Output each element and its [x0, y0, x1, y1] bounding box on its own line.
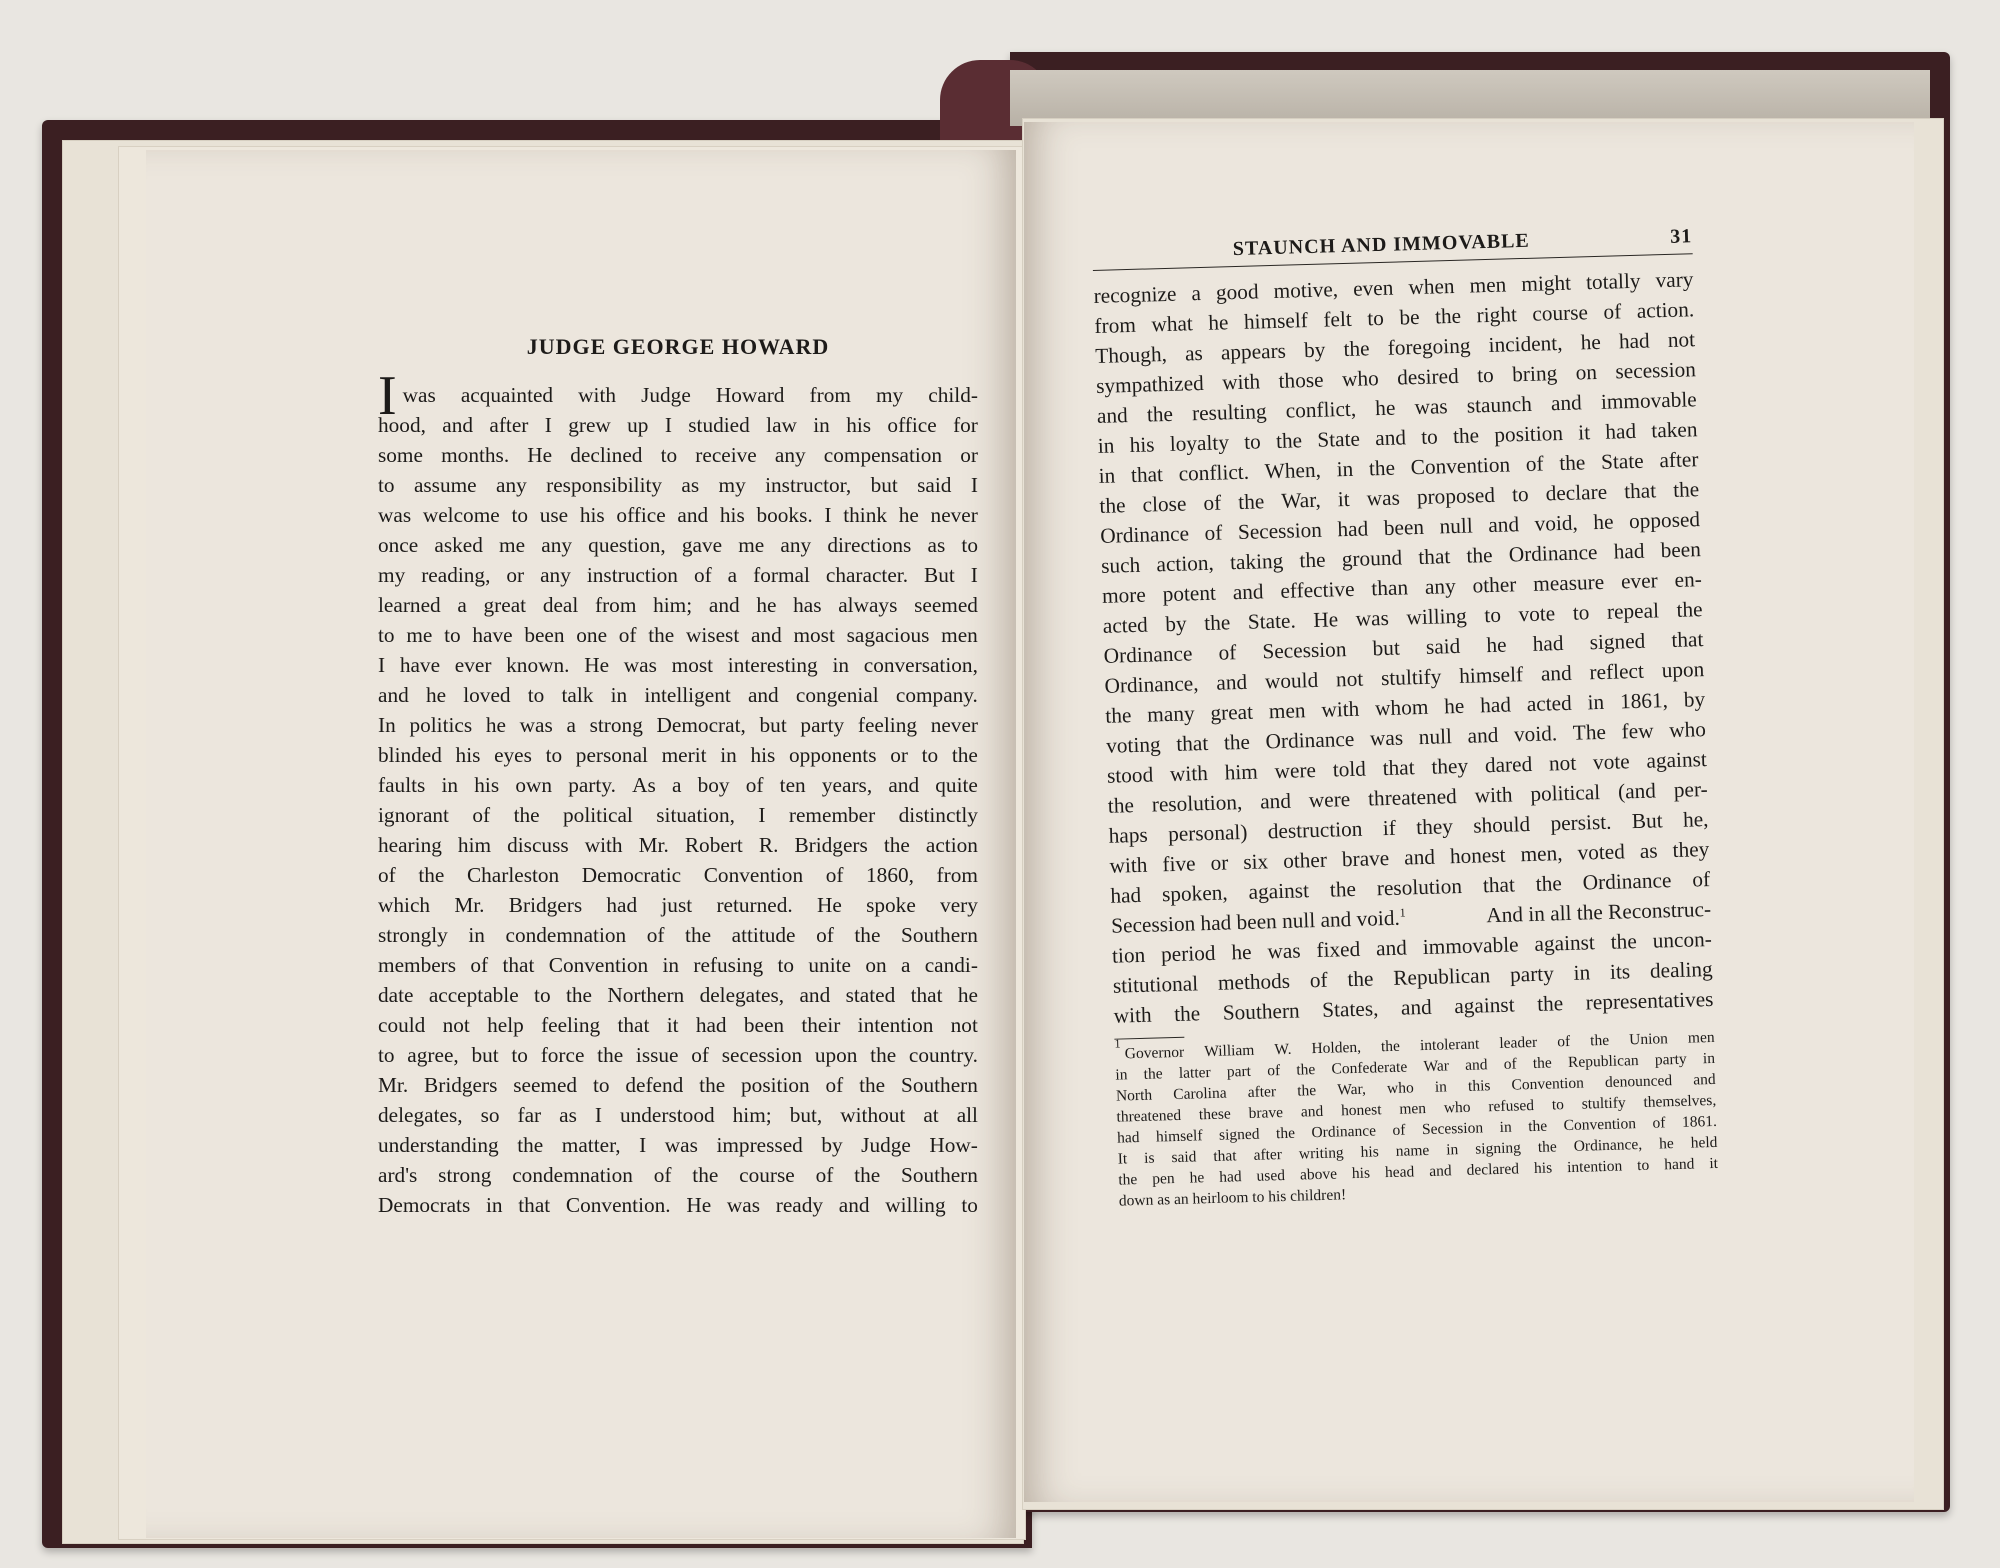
- footnote-line: in the latter part of the Confederate War and of the Republican party in: [1115, 1049, 1716, 1084]
- text-line: blinded his eyes to personal merit in his opponents or to the: [378, 743, 978, 767]
- text-line-part: Secession had been null and void.$^1$: [1110, 905, 1406, 938]
- text-line: stitutional methods of the Republican party in its dealing: [1112, 956, 1713, 998]
- footnote-line: had himself signed the Ordinance of Secession in the Convention of 1861.: [1116, 1112, 1718, 1147]
- footnote-marker: 1: [1114, 1036, 1121, 1051]
- drop-cap: I: [378, 365, 397, 427]
- text-line: Ordinance of Secession but said he had signed that: [1103, 627, 1704, 668]
- right-page-content: [1092, 221, 1719, 1211]
- text-line: ignorant of the political situation, I remember distinctly: [378, 803, 978, 827]
- text-line: could not help feeling that it had been their intention not: [378, 1013, 978, 1037]
- text-line: from what he himself felt to be the right course of action.: [1094, 297, 1695, 338]
- text-line: of the Charleston Democratic Convention of 1860, from: [378, 863, 978, 887]
- footnote-line: down as an heirloom to his children!: [1118, 1186, 1347, 1210]
- text-line: with the Southern States, and against the representatives: [1113, 986, 1714, 1028]
- text-line: haps personal) destruction if they should persist. But he,: [1108, 807, 1709, 848]
- text-line: once asked me any question, gave me any directions as to: [378, 533, 978, 557]
- text-line: In politics he was a strong Democrat, but party feeling never: [378, 713, 978, 737]
- footnote-line: It is said that after writing his name in signing the Ordinance, he held: [1117, 1133, 1718, 1168]
- text-line: understanding the matter, I was impressed by Judge How-: [378, 1133, 978, 1157]
- text-line: some months. He declined to receive any compensation or: [378, 443, 978, 467]
- text-line: hearing him discuss with Mr. Robert R. Bridgers the action: [378, 833, 978, 857]
- chapter-title: JUDGE GEORGE HOWARD: [526, 334, 830, 359]
- text-line: Ordinance, and would not stultify himself and reflect upon: [1104, 657, 1705, 698]
- text-line: Though, as appears by the foregoing incident, he had not: [1094, 327, 1696, 368]
- text-line: to me to have been one of the wisest and most sagacious men: [378, 623, 978, 647]
- text-line: Mr. Bridgers seemed to defend the position of the Southern: [378, 1073, 978, 1097]
- text-line: to agree, but to force the issue of secession upon the country.: [378, 1043, 978, 1067]
- text-line: strongly in condemnation of the attitude of the Southern: [378, 923, 978, 947]
- text-line: and he loved to talk in intelligent and congenial company.: [378, 683, 978, 707]
- footnote-reference: 1: [1399, 905, 1406, 920]
- text-line: with five or six other brave and honest men, voted as they: [1109, 837, 1710, 878]
- footnote-line: the pen he had used above his head and declared his intention to hand it: [1118, 1154, 1719, 1189]
- text-line: ard's strong condemnation of the course of the Southern: [378, 1163, 978, 1187]
- text-line: tion period he was fixed and immovable against the uncon-: [1111, 926, 1713, 968]
- text-line: hood, and after I grew up I studied law in his office for: [378, 413, 978, 437]
- text-line: learned a great deal from him; and he has always seemed: [378, 593, 978, 617]
- page-number: 31: [1669, 225, 1693, 248]
- text-line: the resolution, and were threatened with political (and per-: [1107, 777, 1708, 818]
- text-line: recognize a good motive, even when men might totally vary: [1093, 267, 1694, 308]
- text-line-content: was acquainted with Judge Howard from my child-: [402, 383, 978, 407]
- right-page-body: [1093, 264, 1714, 1030]
- text-line: and the resulting conflict, he was staunch and immovable: [1096, 387, 1698, 428]
- text-line: to assume any responsibility as my instructor, but said I: [378, 473, 978, 497]
- text-line: the close of the War, it was proposed to declare that the: [1099, 477, 1700, 518]
- text-line: Democrats in that Convention. He was ready and willing to: [378, 1193, 978, 1217]
- text-line: acted by the State. He was willing to vote to repeal the: [1102, 597, 1703, 638]
- text-line: date acceptable to the Northern delegates, and stated that he: [378, 983, 978, 1007]
- text-line: had spoken, against the resolution that the Ordinance of: [1110, 866, 1711, 908]
- text-line: Ordinance of Secession had been null and void, he opposed: [1099, 507, 1701, 548]
- text-line: voting that the Ordinance was null and void. The few who: [1105, 717, 1707, 758]
- running-head-title: STAUNCH AND IMMOVABLE: [1232, 229, 1531, 261]
- text-line: I have ever known. He was most interesting in conversation,: [378, 653, 978, 677]
- text-line: the many great men with whom he had acted in 1861, by: [1105, 687, 1706, 728]
- text-line: in that conflict. When, in the Convention of the State after: [1098, 447, 1699, 488]
- text-line: sympathized with those who desired to bring on secession: [1095, 357, 1697, 398]
- text-line: stood with him were told that they dared not vote against: [1106, 747, 1708, 788]
- text-line-part: And in all the Reconstruc-: [1485, 896, 1712, 928]
- text-line: was welcome to use his office and his books. I think he never: [378, 503, 978, 527]
- text-line: delegates, so far as I understood him; but, without at all: [378, 1103, 978, 1127]
- left-page-body: [378, 365, 978, 1220]
- text-line: more potent and effective than any other measure ever en-: [1101, 567, 1703, 608]
- footnote: [1115, 1027, 1719, 1212]
- footnote-line: North Carolina after the War, who in this Convention denounced and: [1115, 1070, 1716, 1105]
- footnote-rule: [1114, 1037, 1184, 1040]
- text-line: my reading, or any instruction of a formal character. But I: [378, 563, 978, 587]
- text-line: faults in his own party. As a boy of ten years, and quite: [378, 773, 978, 797]
- text-line: which Mr. Bridgers had just returned. He spoke very: [378, 893, 978, 917]
- text-line: in his loyalty to the State and to the position it had taken: [1097, 417, 1698, 458]
- text-line: members of that Convention in refusing to unite on a candi-: [378, 953, 978, 977]
- footnote-line: threatened these brave and honest men who refused to stultify themselves,: [1116, 1091, 1717, 1126]
- footnote-line-content: Governor William W. Holden, the intolerant leader of the Union men: [1124, 1028, 1715, 1063]
- text-line: such action, taking the ground that the Ordinance had been: [1100, 537, 1702, 578]
